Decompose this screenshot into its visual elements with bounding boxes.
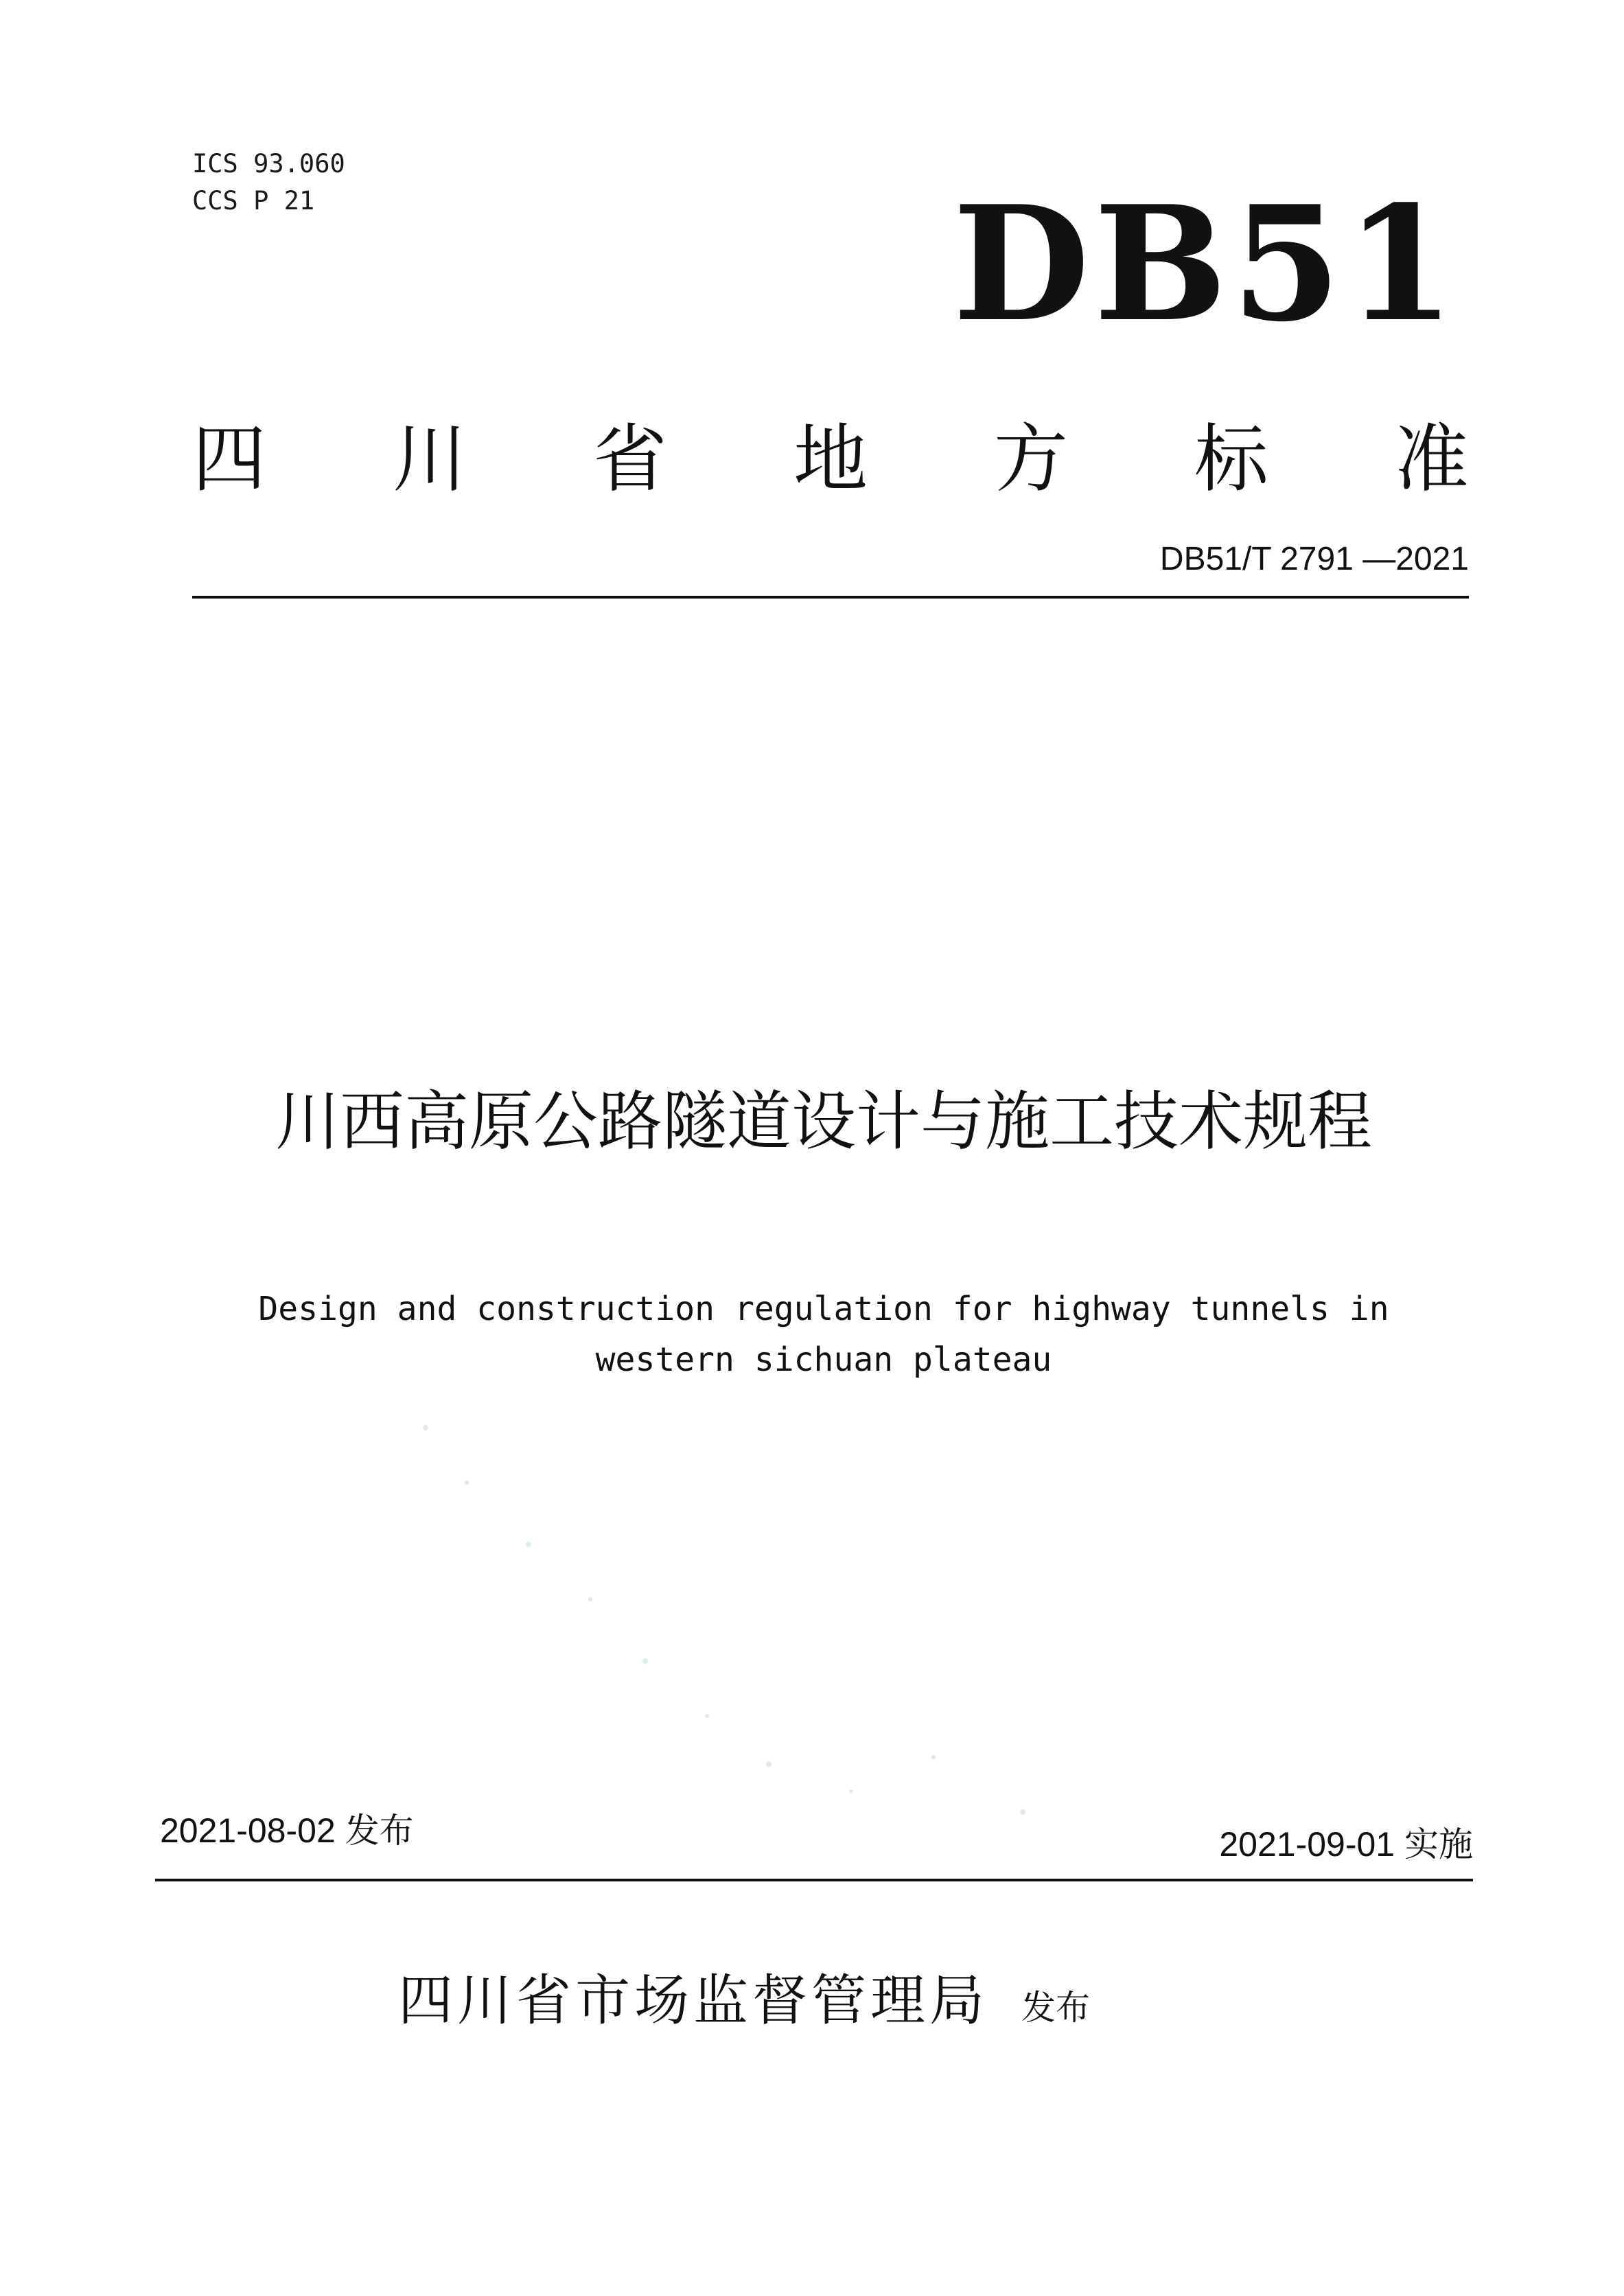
top-divider bbox=[192, 596, 1469, 599]
ics-code: ICS 93.060 bbox=[192, 149, 345, 178]
standard-type-heading bbox=[192, 415, 1469, 505]
english-title-line: western sichuan plateau bbox=[595, 1341, 1052, 1379]
chinese-title: 川西高原公路隧道设计与施工技术规程 bbox=[275, 1085, 1372, 1159]
standard-type-char: 准 bbox=[1394, 417, 1469, 502]
standard-type-char: 地 bbox=[793, 417, 868, 502]
db51-logo: DB51 bbox=[953, 172, 1459, 357]
standard-type-char: 川 bbox=[392, 417, 467, 502]
bottom-divider bbox=[155, 1879, 1473, 1881]
faint-watermark bbox=[384, 1373, 1208, 1853]
english-title bbox=[0, 1284, 1624, 1385]
ccs-code: CCS P 21 bbox=[192, 186, 315, 216]
standard-type-char: 省 bbox=[592, 417, 667, 502]
publisher-suffix: 发布 bbox=[1021, 1988, 1090, 2028]
implementation-date: 2021-09-01 实施 bbox=[1219, 1825, 1473, 1864]
publisher-name: 四川省市场监督管理局 bbox=[398, 1969, 988, 2032]
classification-codes bbox=[192, 146, 345, 220]
standard-type-char: 标 bbox=[1194, 417, 1268, 502]
standard-number: DB51/T 2791 —2021 bbox=[1159, 541, 1469, 577]
standard-type-char: 方 bbox=[993, 417, 1068, 502]
standard-type-char: 四 bbox=[192, 417, 267, 502]
issue-date: 2021-08-02 发布 bbox=[160, 1811, 414, 1850]
publisher-line bbox=[398, 1963, 1090, 2045]
english-title-line: Design and construction regulation for highway tunnels in bbox=[258, 1290, 1389, 1328]
